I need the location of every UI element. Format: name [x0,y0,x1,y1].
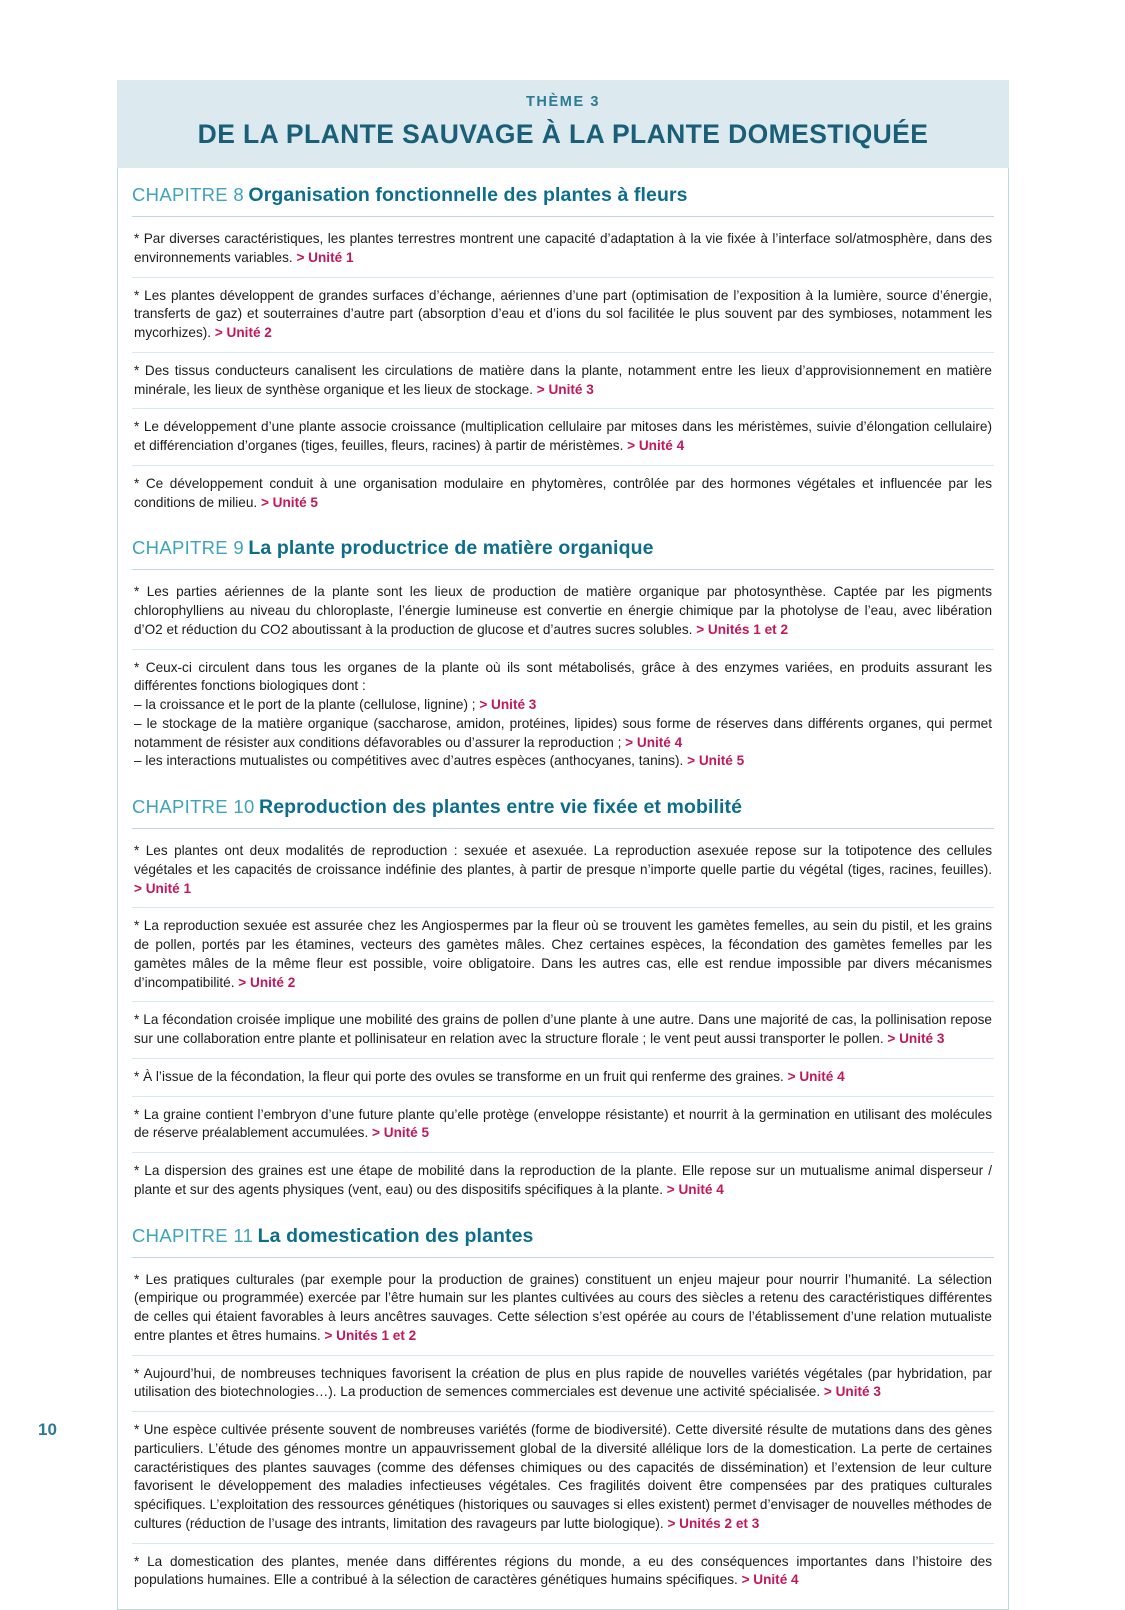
unit-reference: > Unité 2 [214,325,272,340]
chapter-header [132,1209,994,1258]
chapters-container [117,168,1009,1610]
paragraph-text: * La graine contient l’embryon d’une future plante qu’elle protège (enveloppe résistante) et nourrit à la germination en utilisant des molécules de réserve préalablement accumulées. [134,1106,992,1141]
paragraph-text: * Les plantes ont deux modalités de reproduction : sexuée et asexuée. La reproduction asexuée repose sur la totipotence des cellules végétales et les capacités de croissance indéfinie des plantes, à partir de presque n’importe quelle partie du végétal (tiges, racines, feuilles). [134,843,992,877]
summary-paragraph [132,353,994,410]
chapter-number: CHAPITRE 11 [132,1224,254,1246]
chapter-title: La plante productrice de matière organique [248,537,654,560]
unit-reference: > Unité 5 [260,494,318,510]
summary-paragraph [132,908,994,1002]
chapter-section [118,1209,1008,1600]
unit-reference: > Unité 3 [887,1031,945,1046]
paragraph-text: * Aujourd’hui, de nombreuses techniques favorisent la création de plus en plus rapide de nouvelles variétés végétales (par hybridation, par utilisation des biotechnologies…). La production de semences commerciales est devenue une activité spécialisée. [134,1365,992,1400]
chapter-number: CHAPITRE 9 [132,537,244,559]
theme-kicker: THÈME 3 [525,94,601,110]
subline-text: – les interactions mutualistes ou compétitives avec d’autres espèces (anthocyanes, tanins). [134,753,688,769]
paragraph-text: * La reproduction sexuée est assurée chez les Angiospermes par la fleur où se trouvent les gamètes femelles, au sein du pistil, et les grains de pollen, portés par les étamines, vecteurs des gamètes mâles. Chez certaines espèces, la fécondation des gamètes femelles par les gamètes mâles de la même fleur est possible, voire obligatoire. Dans les autres cas, elle est rendue impossible par divers mécanismes d’incompatibilité. [134,918,992,990]
chapter-number: CHAPITRE 10 [132,796,255,817]
chapter-header [132,521,994,570]
summary-paragraph [132,1262,994,1356]
unit-reference: > Unité 2 [238,974,296,990]
summary-paragraph [132,650,994,781]
paragraph-text: * Le développement d’une plante associe croissance (multiplication cellulaire par mitoses dans les méristèmes, suivie d’élongation cellulaire) et différenciation d’organes (tiges, feuilles, fleurs, racines) à partir de méristèmes. [134,419,992,453]
summary-paragraph [132,833,994,908]
unit-reference: > Unité 1 [296,249,354,265]
summary-paragraph [132,466,994,522]
unit-reference: > Unité 4 [787,1068,845,1084]
chapter-header [132,168,994,217]
chapter-title: La domestication des plantes [257,1224,534,1247]
paragraph-subline [134,696,992,715]
unit-reference: > Unité 4 [666,1181,724,1197]
unit-reference: > Unité 5 [687,753,745,769]
summary-paragraph [132,278,994,353]
paragraph-text: * Les plantes développent de grandes surfaces d’échange, aériennes d’une part (optimisation de l’exposition à la lumière, source d’énergie, transferts de gaz) et souterraines d’autre part (absorption d’eau et d’ions du sol facilitée le plus souvent par des symbioses, notamment les mycorhizes). [134,287,992,340]
chapter-section [118,521,1008,780]
unit-reference: > Unité 1 [134,880,192,896]
page-content [117,80,1009,1610]
paragraph-text: * À l’issue de la fécondation, la fleur qui porte des ovules se transforme en un fruit qui renferme des graines. [134,1068,788,1084]
summary-paragraph [132,409,994,466]
summary-paragraph [132,1544,994,1600]
unit-reference: > Unités 1 et 2 [324,1327,417,1343]
unit-reference: > Unité 4 [627,438,685,453]
unit-reference: > Unité 3 [479,697,537,712]
theme-banner [117,80,1009,168]
unit-reference: > Unité 4 [625,734,683,750]
unit-reference: > Unité 3 [536,381,594,397]
subline-text: – la croissance et le port de la plante (cellulose, lignine) ; [134,697,480,712]
page-number: 10 [38,1420,57,1439]
summary-paragraph [132,1002,994,1059]
paragraph-text: * Des tissus conducteurs canalisent les circulations de matière dans la plante, notamment entre les lieux d’approvisionnement en matière minérale, les lieux de synthèse organique et les lieux de stockage. [134,362,992,397]
paragraph-text: * La fécondation croisée implique une mobilité des grains de pollen d’une plante à une autre. Dans une majorité de cas, la pollinisation repose sur une collaboration entre plante et pollinisateur en relation avec la structure florale ; le vent peut aussi transporter le pollen. [134,1012,992,1046]
unit-reference: > Unité 3 [823,1384,881,1400]
unit-reference: > Unités 1 et 2 [696,621,789,637]
chapter-number: CHAPITRE 8 [132,184,244,205]
paragraph-text: * Les parties aériennes de la plante sont les lieux de production de matière organique par photosynthèse. Captée par les pigments chlorophylliens au niveau du chloroplaste, l’énergie lumineuse est convertie en énergie chimique par la photolyse de l’eau, avec libération d’O2 et réduction du CO2 aboutissant à la production de glucose et d’autres sucres solubles. [134,584,992,637]
theme-title: DE LA PLANTE SAUVAGE À LA PLANTE DOMESTIQUÉE [197,119,929,149]
chapter-title: Organisation fonctionnelle des plantes à fleurs [248,184,688,206]
unit-reference: > Unité 5 [372,1125,430,1141]
paragraph-text: * Les pratiques culturales (par exemple pour la production de graines) constituent un enjeu majeur pour nourrir l’humanité. La sélection (empirique ou programmée) exercée par l’être humain sur les plantes cultivées au cours des siècles a retenu des caractéristiques différentes de celles qui étaient favorables à leurs ancêtres sauvages. Cette sélection s’est opérée au cours de l’établissement d’une relation mutualiste entre plantes et êtres humains. [134,1271,992,1343]
unit-reference: > Unités 2 et 3 [667,1515,760,1531]
paragraph-text: * La dispersion des graines est une étape de mobilité dans la reproduction de la plante. Elle repose sur un mutualisme animal disperseur / plante et sur des agents physiques (vent, eau) ou des dispositifs spécifiques à la plante. [134,1163,992,1197]
summary-paragraph [132,1153,994,1209]
paragraph-text: * Ceux-ci circulent dans tous les organes de la plante où ils sont métabolisés, grâce à des enzymes variées, en produits assurant les différentes fonctions biologiques dont : [134,659,992,694]
paragraph-text: * Ce développement conduit à une organisation modulaire en phytomères, contrôlée par des hormones végétales et influencée par les conditions de milieu. [134,475,992,510]
paragraph-text: * La domestication des plantes, menée dans différentes régions du monde, a eu des conséquences importantes dans l’histoire des populations humaines. Elle a contribué à la sélection de caractères génétiques humains spécifiques. [134,1553,992,1588]
paragraph-text: * Par diverses caractéristiques, les plantes terrestres montrent une capacité d’adaptation à la vie fixée à l’interface sol/atmosphère, dans des environnements variables. [134,231,992,265]
summary-paragraph [132,1356,994,1413]
summary-paragraph [132,1097,994,1154]
chapter-section [118,168,1008,521]
summary-paragraph [132,1059,994,1097]
chapter-title: Reproduction des plantes entre vie fixée et mobilité [259,796,743,818]
unit-reference: > Unité 4 [741,1572,799,1588]
summary-paragraph [132,221,994,278]
paragraph-subline [134,715,992,753]
chapter-section [118,780,1008,1209]
subline-text: – le stockage de la matière organique (saccharose, amidon, protéines, lipides) sous forme de réserves dans différents organes, qui permet notamment de résister aux conditions défavorables ou d’assurer la reproduction ; [134,715,992,750]
summary-paragraph [132,1412,994,1544]
paragraph-text: * Une espèce cultivée présente souvent de nombreuses variétés (forme de biodiversité). Cette diversité résulte de mutations dans des gènes particuliers. L’étude des génomes montre un appauvrissement global de la diversité allélique lors de la domestication. La perte de certaines caractéristiques des plantes sauvages (comme des défenses chimiques ou des capacités de dissémination) et l’extension de leur culture favorisent le développement des maladies infectieuses végétales. Ces fragilités doivent être compensées par des pratiques culturales spécifiques. L’exploitation des ressources génétiques (historiques ou sauvages si elles existent) permet d’envisager de nouvelles méthodes de cultures (réduction de l’usage des intrants, limitation des ravageurs par lutte biologique). [134,1422,992,1531]
chapter-header [132,780,994,829]
paragraph-subline [134,752,992,771]
summary-paragraph [132,574,994,649]
